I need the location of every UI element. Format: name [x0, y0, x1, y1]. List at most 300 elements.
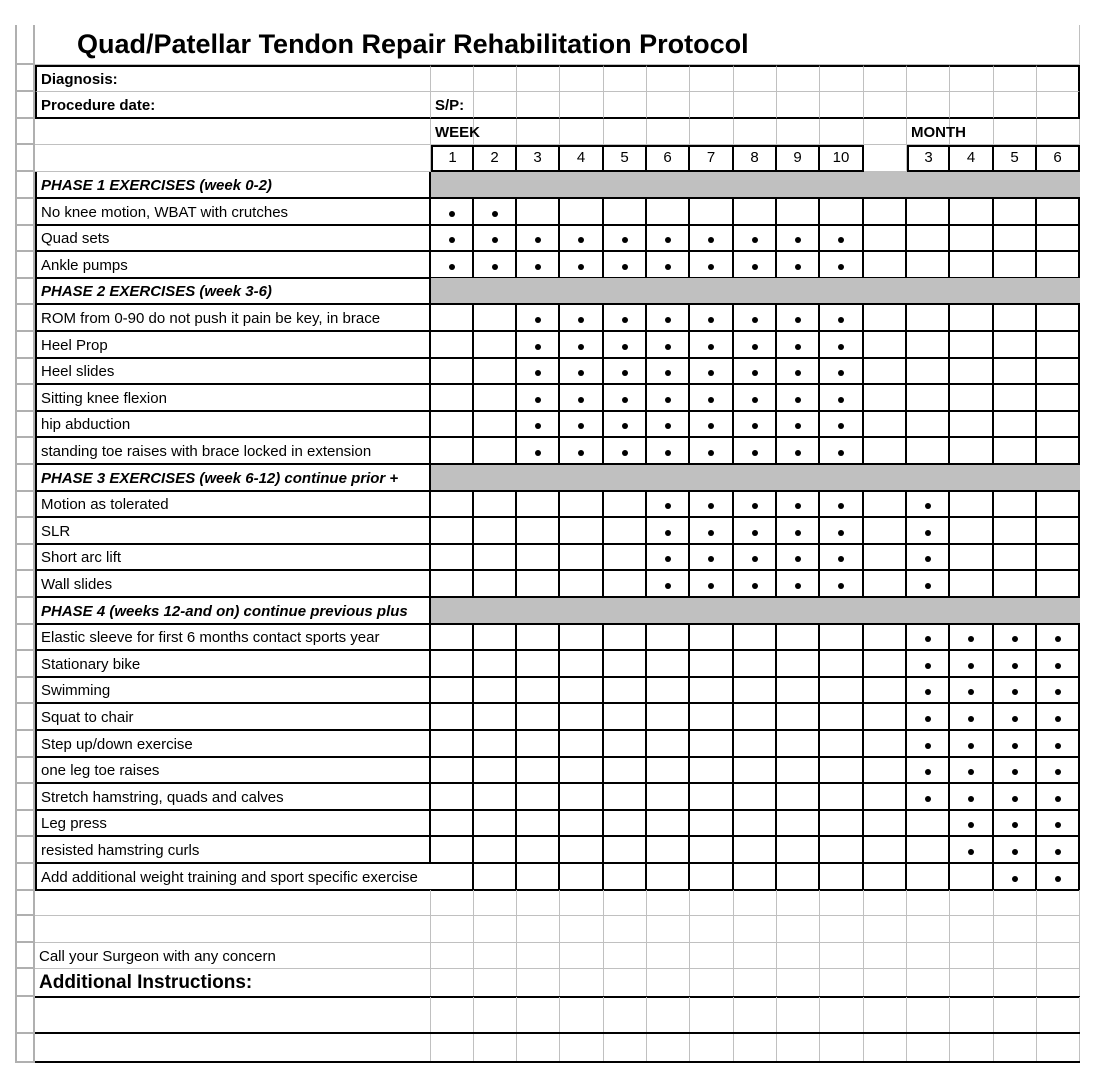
schedule-cell[interactable] [820, 385, 864, 412]
schedule-cell[interactable] [517, 491, 560, 518]
schedule-cell[interactable] [647, 757, 690, 784]
schedule-cell[interactable] [647, 438, 690, 465]
schedule-cell[interactable] [431, 358, 474, 385]
schedule-cell[interactable] [994, 810, 1037, 837]
schedule-cell[interactable] [431, 491, 474, 518]
schedule-cell[interactable] [604, 624, 647, 651]
schedule-cell[interactable] [647, 252, 690, 279]
schedule-cell[interactable] [864, 651, 907, 678]
schedule-cell[interactable] [517, 544, 560, 571]
schedule-cell[interactable] [647, 544, 690, 571]
schedule-cell[interactable] [604, 864, 647, 891]
schedule-cell[interactable] [907, 810, 950, 837]
schedule-cell[interactable] [560, 651, 604, 678]
schedule-cell[interactable] [1037, 544, 1080, 571]
schedule-cell[interactable] [690, 252, 734, 279]
schedule-cell[interactable] [864, 731, 907, 758]
schedule-cell[interactable] [560, 704, 604, 731]
schedule-cell[interactable] [777, 358, 820, 385]
schedule-cell[interactable] [690, 571, 734, 598]
schedule-cell[interactable] [734, 810, 777, 837]
schedule-cell[interactable] [604, 358, 647, 385]
schedule-cell[interactable] [517, 385, 560, 412]
schedule-cell[interactable] [950, 704, 994, 731]
schedule-cell[interactable] [604, 252, 647, 279]
schedule-cell[interactable] [1037, 731, 1080, 758]
schedule-cell[interactable] [474, 199, 517, 226]
schedule-cell[interactable] [864, 411, 907, 438]
schedule-cell[interactable] [560, 518, 604, 545]
schedule-cell[interactable] [1037, 810, 1080, 837]
schedule-cell[interactable] [734, 624, 777, 651]
schedule-cell[interactable] [517, 864, 560, 891]
diagnosis-field-cell[interactable] [907, 65, 950, 92]
schedule-cell[interactable] [604, 731, 647, 758]
schedule-cell[interactable] [431, 677, 474, 704]
schedule-cell[interactable] [690, 544, 734, 571]
schedule-cell[interactable] [604, 225, 647, 252]
schedule-cell[interactable] [560, 332, 604, 359]
schedule-cell[interactable] [474, 438, 517, 465]
schedule-cell[interactable] [560, 544, 604, 571]
schedule-cell[interactable] [647, 677, 690, 704]
schedule-cell[interactable] [517, 731, 560, 758]
diagnosis-field-cell[interactable] [777, 65, 820, 92]
schedule-cell[interactable] [474, 491, 517, 518]
schedule-cell[interactable] [690, 332, 734, 359]
schedule-cell[interactable] [517, 305, 560, 332]
schedule-cell[interactable] [734, 305, 777, 332]
schedule-cell[interactable] [604, 677, 647, 704]
schedule-cell[interactable] [517, 571, 560, 598]
schedule-cell[interactable] [517, 677, 560, 704]
schedule-cell[interactable] [864, 677, 907, 704]
schedule-cell[interactable] [777, 491, 820, 518]
schedule-cell[interactable] [907, 518, 950, 545]
schedule-cell[interactable] [734, 225, 777, 252]
diagnosis-field-cell[interactable] [517, 65, 560, 92]
schedule-cell[interactable] [560, 837, 604, 864]
schedule-cell[interactable] [734, 411, 777, 438]
schedule-cell[interactable] [517, 225, 560, 252]
schedule-cell[interactable] [820, 624, 864, 651]
schedule-cell[interactable] [517, 332, 560, 359]
schedule-cell[interactable] [820, 252, 864, 279]
schedule-cell[interactable] [690, 731, 734, 758]
procedure-field-cell[interactable] [647, 92, 690, 119]
schedule-cell[interactable] [864, 810, 907, 837]
schedule-cell[interactable] [734, 784, 777, 811]
schedule-cell[interactable] [994, 225, 1037, 252]
schedule-cell[interactable] [1037, 571, 1080, 598]
schedule-cell[interactable] [474, 225, 517, 252]
schedule-cell[interactable] [820, 438, 864, 465]
schedule-cell[interactable] [950, 411, 994, 438]
schedule-cell[interactable] [604, 411, 647, 438]
schedule-cell[interactable] [864, 438, 907, 465]
schedule-cell[interactable] [1037, 837, 1080, 864]
schedule-cell[interactable] [604, 651, 647, 678]
schedule-cell[interactable] [431, 438, 474, 465]
schedule-cell[interactable] [907, 651, 950, 678]
schedule-cell[interactable] [950, 677, 994, 704]
procedure-field-cell[interactable] [864, 92, 907, 119]
schedule-cell[interactable] [820, 544, 864, 571]
procedure-field-cell[interactable] [1037, 92, 1080, 119]
schedule-cell[interactable] [517, 810, 560, 837]
schedule-cell[interactable] [690, 358, 734, 385]
diagnosis-field-cell[interactable] [950, 65, 994, 92]
schedule-cell[interactable] [864, 784, 907, 811]
schedule-cell[interactable] [474, 518, 517, 545]
schedule-cell[interactable] [474, 358, 517, 385]
schedule-cell[interactable] [647, 624, 690, 651]
schedule-cell[interactable] [517, 358, 560, 385]
schedule-cell[interactable] [907, 305, 950, 332]
schedule-cell[interactable] [820, 704, 864, 731]
schedule-cell[interactable] [820, 411, 864, 438]
schedule-cell[interactable] [820, 332, 864, 359]
schedule-cell[interactable] [560, 810, 604, 837]
schedule-cell[interactable] [907, 358, 950, 385]
schedule-cell[interactable] [647, 491, 690, 518]
schedule-cell[interactable] [820, 837, 864, 864]
schedule-cell[interactable] [864, 225, 907, 252]
schedule-cell[interactable] [431, 252, 474, 279]
schedule-cell[interactable] [777, 518, 820, 545]
schedule-cell[interactable] [690, 757, 734, 784]
schedule-cell[interactable] [690, 225, 734, 252]
schedule-cell[interactable] [1037, 518, 1080, 545]
schedule-cell[interactable] [777, 544, 820, 571]
schedule-cell[interactable] [1037, 225, 1080, 252]
schedule-cell[interactable] [950, 651, 994, 678]
schedule-cell[interactable] [474, 837, 517, 864]
schedule-cell[interactable] [604, 571, 647, 598]
schedule-cell[interactable] [560, 491, 604, 518]
schedule-cell[interactable] [1037, 784, 1080, 811]
schedule-cell[interactable] [950, 305, 994, 332]
diagnosis-field-cell[interactable] [820, 65, 864, 92]
schedule-cell[interactable] [690, 438, 734, 465]
procedure-field-cell[interactable] [950, 92, 994, 119]
schedule-cell[interactable] [994, 491, 1037, 518]
schedule-cell[interactable] [647, 784, 690, 811]
schedule-cell[interactable] [994, 757, 1037, 784]
schedule-cell[interactable] [690, 651, 734, 678]
procedure-field-cell[interactable] [690, 92, 734, 119]
schedule-cell[interactable] [604, 810, 647, 837]
schedule-cell[interactable] [734, 757, 777, 784]
schedule-cell[interactable] [777, 624, 820, 651]
schedule-cell[interactable] [777, 571, 820, 598]
schedule-cell[interactable] [950, 837, 994, 864]
schedule-cell[interactable] [734, 704, 777, 731]
schedule-cell[interactable] [994, 731, 1037, 758]
schedule-cell[interactable] [647, 704, 690, 731]
schedule-cell[interactable] [734, 358, 777, 385]
schedule-cell[interactable] [431, 385, 474, 412]
schedule-cell[interactable] [864, 305, 907, 332]
schedule-cell[interactable] [690, 491, 734, 518]
schedule-cell[interactable] [950, 544, 994, 571]
schedule-cell[interactable] [560, 385, 604, 412]
schedule-cell[interactable] [560, 225, 604, 252]
schedule-cell[interactable] [994, 837, 1037, 864]
schedule-cell[interactable] [560, 757, 604, 784]
schedule-cell[interactable] [994, 332, 1037, 359]
schedule-cell[interactable] [604, 757, 647, 784]
schedule-cell[interactable] [950, 332, 994, 359]
schedule-cell[interactable] [994, 438, 1037, 465]
schedule-cell[interactable] [734, 491, 777, 518]
schedule-cell[interactable] [1037, 491, 1080, 518]
schedule-cell[interactable] [777, 438, 820, 465]
schedule-cell[interactable] [820, 225, 864, 252]
schedule-cell[interactable] [864, 704, 907, 731]
schedule-cell[interactable] [950, 491, 994, 518]
schedule-cell[interactable] [647, 199, 690, 226]
schedule-cell[interactable] [734, 837, 777, 864]
schedule-cell[interactable] [994, 864, 1037, 891]
schedule-cell[interactable] [777, 225, 820, 252]
schedule-cell[interactable] [690, 810, 734, 837]
schedule-cell[interactable] [1037, 864, 1080, 891]
schedule-cell[interactable] [431, 731, 474, 758]
schedule-cell[interactable] [431, 810, 474, 837]
schedule-cell[interactable] [690, 784, 734, 811]
schedule-cell[interactable] [647, 864, 690, 891]
schedule-cell[interactable] [474, 810, 517, 837]
schedule-cell[interactable] [864, 837, 907, 864]
schedule-cell[interactable] [820, 305, 864, 332]
schedule-cell[interactable] [690, 837, 734, 864]
schedule-cell[interactable] [560, 252, 604, 279]
schedule-cell[interactable] [864, 757, 907, 784]
schedule-cell[interactable] [907, 491, 950, 518]
procedure-field-cell[interactable] [777, 92, 820, 119]
schedule-cell[interactable] [560, 731, 604, 758]
schedule-cell[interactable] [734, 252, 777, 279]
schedule-cell[interactable] [560, 677, 604, 704]
schedule-cell[interactable] [1037, 411, 1080, 438]
diagnosis-field-cell[interactable] [474, 65, 517, 92]
schedule-cell[interactable] [474, 784, 517, 811]
schedule-cell[interactable] [560, 571, 604, 598]
diagnosis-field-cell[interactable] [734, 65, 777, 92]
schedule-cell[interactable] [690, 624, 734, 651]
schedule-cell[interactable] [994, 199, 1037, 226]
schedule-cell[interactable] [864, 624, 907, 651]
schedule-cell[interactable] [777, 757, 820, 784]
schedule-cell[interactable] [950, 358, 994, 385]
schedule-cell[interactable] [690, 411, 734, 438]
schedule-cell[interactable] [777, 385, 820, 412]
schedule-cell[interactable] [777, 252, 820, 279]
schedule-cell[interactable] [517, 411, 560, 438]
schedule-cell[interactable] [777, 199, 820, 226]
schedule-cell[interactable] [517, 837, 560, 864]
schedule-cell[interactable] [431, 305, 474, 332]
schedule-cell[interactable] [777, 305, 820, 332]
schedule-cell[interactable] [474, 704, 517, 731]
schedule-cell[interactable] [604, 544, 647, 571]
schedule-cell[interactable] [431, 784, 474, 811]
schedule-cell[interactable] [431, 757, 474, 784]
diagnosis-field-cell[interactable] [431, 65, 474, 92]
schedule-cell[interactable] [820, 491, 864, 518]
schedule-cell[interactable] [647, 731, 690, 758]
schedule-cell[interactable] [474, 624, 517, 651]
instructions-input[interactable] [35, 1034, 431, 1063]
schedule-cell[interactable] [820, 651, 864, 678]
schedule-cell[interactable] [864, 491, 907, 518]
schedule-cell[interactable] [474, 411, 517, 438]
schedule-cell[interactable] [1037, 624, 1080, 651]
procedure-field-cell[interactable] [734, 92, 777, 119]
schedule-cell[interactable] [690, 199, 734, 226]
procedure-field-cell[interactable] [907, 92, 950, 119]
schedule-cell[interactable] [431, 225, 474, 252]
diagnosis-field-cell[interactable] [690, 65, 734, 92]
schedule-cell[interactable] [950, 731, 994, 758]
diagnosis-field-cell[interactable] [647, 65, 690, 92]
schedule-cell[interactable] [820, 571, 864, 598]
schedule-cell[interactable] [560, 864, 604, 891]
schedule-cell[interactable] [604, 491, 647, 518]
schedule-cell[interactable] [820, 518, 864, 545]
schedule-cell[interactable] [734, 571, 777, 598]
schedule-cell[interactable] [734, 677, 777, 704]
schedule-cell[interactable] [907, 385, 950, 412]
schedule-cell[interactable] [950, 757, 994, 784]
schedule-cell[interactable] [994, 518, 1037, 545]
schedule-cell[interactable] [474, 864, 517, 891]
schedule-cell[interactable] [474, 677, 517, 704]
schedule-cell[interactable] [647, 810, 690, 837]
schedule-cell[interactable] [907, 411, 950, 438]
schedule-cell[interactable] [907, 438, 950, 465]
schedule-cell[interactable] [820, 864, 864, 891]
schedule-cell[interactable] [560, 784, 604, 811]
schedule-cell[interactable] [560, 199, 604, 226]
schedule-cell[interactable] [864, 571, 907, 598]
diagnosis-field-cell[interactable] [560, 65, 604, 92]
diagnosis-field-cell[interactable] [604, 65, 647, 92]
schedule-cell[interactable] [517, 438, 560, 465]
schedule-cell[interactable] [994, 571, 1037, 598]
schedule-cell[interactable] [907, 199, 950, 226]
schedule-cell[interactable] [517, 784, 560, 811]
schedule-cell[interactable] [950, 225, 994, 252]
schedule-cell[interactable] [474, 651, 517, 678]
schedule-cell[interactable] [777, 651, 820, 678]
schedule-cell[interactable] [994, 624, 1037, 651]
schedule-cell[interactable] [647, 305, 690, 332]
schedule-cell[interactable] [734, 651, 777, 678]
schedule-cell[interactable] [734, 731, 777, 758]
schedule-cell[interactable] [647, 385, 690, 412]
schedule-cell[interactable] [431, 199, 474, 226]
schedule-cell[interactable] [777, 332, 820, 359]
schedule-cell[interactable] [950, 385, 994, 412]
schedule-cell[interactable] [907, 731, 950, 758]
schedule-cell[interactable] [474, 385, 517, 412]
schedule-cell[interactable] [994, 651, 1037, 678]
schedule-cell[interactable] [647, 837, 690, 864]
schedule-cell[interactable] [950, 810, 994, 837]
schedule-cell[interactable] [1037, 704, 1080, 731]
schedule-cell[interactable] [777, 784, 820, 811]
schedule-cell[interactable] [604, 518, 647, 545]
schedule-cell[interactable] [690, 385, 734, 412]
schedule-cell[interactable] [994, 385, 1037, 412]
schedule-cell[interactable] [1037, 332, 1080, 359]
schedule-cell[interactable] [1037, 677, 1080, 704]
schedule-cell[interactable] [864, 864, 907, 891]
schedule-cell[interactable] [1037, 651, 1080, 678]
schedule-cell[interactable] [690, 864, 734, 891]
diagnosis-field-cell[interactable] [994, 65, 1037, 92]
schedule-cell[interactable] [604, 837, 647, 864]
schedule-cell[interactable] [560, 411, 604, 438]
schedule-cell[interactable] [517, 252, 560, 279]
schedule-cell[interactable] [864, 385, 907, 412]
schedule-cell[interactable] [777, 864, 820, 891]
schedule-cell[interactable] [820, 757, 864, 784]
schedule-cell[interactable] [820, 677, 864, 704]
schedule-cell[interactable] [820, 199, 864, 226]
schedule-cell[interactable] [994, 252, 1037, 279]
schedule-cell[interactable] [647, 411, 690, 438]
schedule-cell[interactable] [864, 199, 907, 226]
schedule-cell[interactable] [1037, 199, 1080, 226]
schedule-cell[interactable] [950, 252, 994, 279]
schedule-cell[interactable] [950, 864, 994, 891]
schedule-cell[interactable] [517, 518, 560, 545]
schedule-cell[interactable] [994, 411, 1037, 438]
schedule-cell[interactable] [517, 624, 560, 651]
diagnosis-field-cell[interactable] [1037, 65, 1080, 92]
schedule-cell[interactable] [690, 305, 734, 332]
schedule-cell[interactable] [1037, 757, 1080, 784]
schedule-cell[interactable] [907, 571, 950, 598]
procedure-field-cell[interactable] [474, 92, 517, 119]
schedule-cell[interactable] [604, 199, 647, 226]
schedule-cell[interactable] [994, 704, 1037, 731]
procedure-field-cell[interactable] [560, 92, 604, 119]
schedule-cell[interactable] [864, 332, 907, 359]
schedule-cell[interactable] [777, 704, 820, 731]
schedule-cell[interactable] [1037, 438, 1080, 465]
procedure-field-cell[interactable] [820, 92, 864, 119]
schedule-cell[interactable] [474, 252, 517, 279]
schedule-cell[interactable] [734, 438, 777, 465]
schedule-cell[interactable] [907, 784, 950, 811]
schedule-cell[interactable] [820, 784, 864, 811]
schedule-cell[interactable] [431, 704, 474, 731]
schedule-cell[interactable] [864, 518, 907, 545]
schedule-cell[interactable] [431, 651, 474, 678]
schedule-cell[interactable] [907, 332, 950, 359]
schedule-cell[interactable] [560, 438, 604, 465]
schedule-cell[interactable] [994, 305, 1037, 332]
schedule-cell[interactable] [517, 199, 560, 226]
schedule-cell[interactable] [1037, 305, 1080, 332]
schedule-cell[interactable] [647, 518, 690, 545]
schedule-cell[interactable] [690, 518, 734, 545]
schedule-cell[interactable] [1037, 252, 1080, 279]
